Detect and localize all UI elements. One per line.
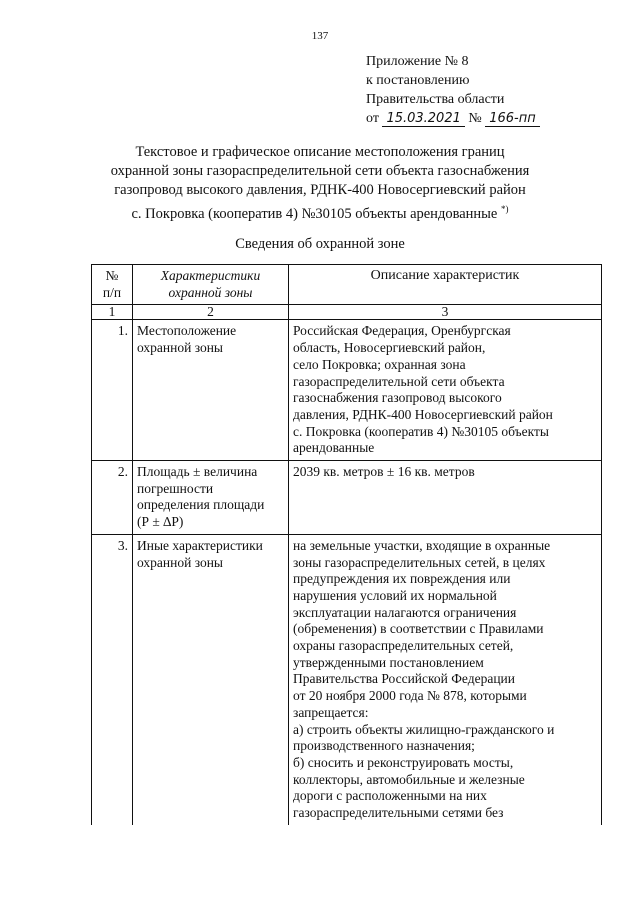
cell-line: 2039 кв. метров ± 16 кв. метров — [293, 464, 475, 480]
header-number — [92, 265, 133, 305]
index-cell: 3 — [289, 305, 602, 320]
cell-line: Правительства Российской Федерации — [293, 671, 515, 687]
cell-line: охранной зоны — [137, 340, 224, 356]
cell-line: б) сносить и реконструировать мосты, — [293, 754, 514, 770]
title-line: Текстовое и графическое описание местоположения границ — [135, 144, 505, 160]
header-text: охранной зоны — [168, 284, 253, 300]
handwritten-date: 15.03.2021 — [382, 111, 464, 127]
table-row — [92, 320, 602, 461]
title-line: охранной зоны газораспределительной сети объекта газоснабжения — [110, 163, 530, 179]
cell-line: охранной зоны — [137, 554, 224, 570]
cell-line: Площадь ± величина — [137, 464, 258, 480]
cell-line: газоснабжения газопровод высокого — [293, 390, 502, 406]
document-title — [60, 143, 580, 224]
cell-line: арендованные — [293, 440, 375, 456]
row-description — [289, 320, 602, 461]
section-title: Сведения об охранной зоне — [235, 236, 405, 252]
row-characteristic — [133, 534, 289, 824]
index-row — [92, 305, 602, 320]
appendix-line: Приложение № 8 — [366, 54, 469, 69]
title-line-text: с. Покровка (кооператив 4) №30105 объекты арендованные — [131, 205, 498, 222]
table-row — [92, 534, 602, 824]
cell-line: запрещается: — [293, 704, 369, 720]
appendix-block — [366, 52, 540, 128]
handwritten-number: 166-пп — [485, 111, 540, 127]
row-description — [289, 534, 602, 824]
header-characteristics — [133, 265, 289, 305]
cell-line: погрешности — [137, 480, 214, 496]
protection-zone-table — [91, 264, 602, 825]
cell-line: село Покровка; охранная зона — [293, 356, 466, 372]
cell-line: определения площади — [137, 497, 265, 513]
header-description: Описание характеристик — [289, 265, 602, 305]
cell-line: газораспределительной сети объекта — [293, 373, 505, 389]
appendix-line: к постановлению — [366, 73, 470, 88]
header-text: Характеристики — [160, 268, 261, 283]
title-line — [60, 200, 580, 224]
index-cell: 2 — [133, 305, 289, 320]
index-cell: 1 — [92, 305, 133, 320]
from-label: от — [366, 111, 379, 126]
number-label: № — [468, 111, 482, 126]
cell-line: Российская Федерация, Оренбургская — [293, 323, 511, 339]
row-number: 1. — [92, 320, 133, 461]
cell-line: дороги с расположенными на них — [293, 788, 487, 804]
cell-line: область, Новосергиевский район, — [293, 340, 486, 356]
row-characteristic — [133, 320, 289, 461]
cell-line: охраны газораспределительных сетей, — [293, 638, 514, 654]
footnote-mark: *) — [501, 204, 509, 214]
header-row — [92, 265, 602, 305]
table-row — [92, 461, 602, 535]
cell-line: Иные характеристики — [137, 537, 263, 553]
cell-line: на земельные участки, входящие в охранные — [293, 537, 551, 553]
cell-line: Местоположение — [137, 323, 237, 339]
appendix-line: Правительства области — [366, 92, 505, 107]
cell-line: от 20 ноября 2000 года № 878, которыми — [293, 688, 527, 704]
cell-line: эксплуатации налагаются ограничения — [293, 604, 517, 620]
row-description — [289, 461, 602, 535]
row-number: 3. — [92, 534, 133, 824]
cell-line: газораспределительными сетями без — [293, 805, 504, 821]
cell-line: а) строить объекты жилищно-гражданского и — [293, 721, 555, 737]
cell-line: нарушения условий их нормальной — [293, 587, 497, 603]
cell-line: зоны газораспределительных сетей, в целях — [293, 554, 546, 570]
header-text: № — [105, 268, 119, 283]
cell-line: (обременения) в соответствии с Правилами — [293, 621, 544, 637]
cell-line: давления, РДНК-400 Новосергиевский район — [293, 406, 553, 422]
cell-line: коллекторы, автомобильные и железные — [293, 771, 525, 787]
appendix-date-line — [366, 109, 540, 128]
row-characteristic — [133, 461, 289, 535]
cell-line: с. Покровка (кооператив 4) №30105 объекты — [293, 423, 549, 439]
title-line: газопровод высокого давления, РДНК-400 Новосергиевский район — [114, 182, 526, 198]
cell-line: производственного назначения; — [293, 738, 475, 754]
cell-line: предупреждения их повреждения или — [293, 571, 511, 587]
header-text: п/п — [102, 284, 122, 300]
page-number: 137 — [311, 30, 329, 42]
row-number: 2. — [92, 461, 133, 535]
cell-line: (Р ± ∆Р) — [137, 514, 184, 530]
cell-line: утвержденными постановлением — [293, 654, 484, 670]
